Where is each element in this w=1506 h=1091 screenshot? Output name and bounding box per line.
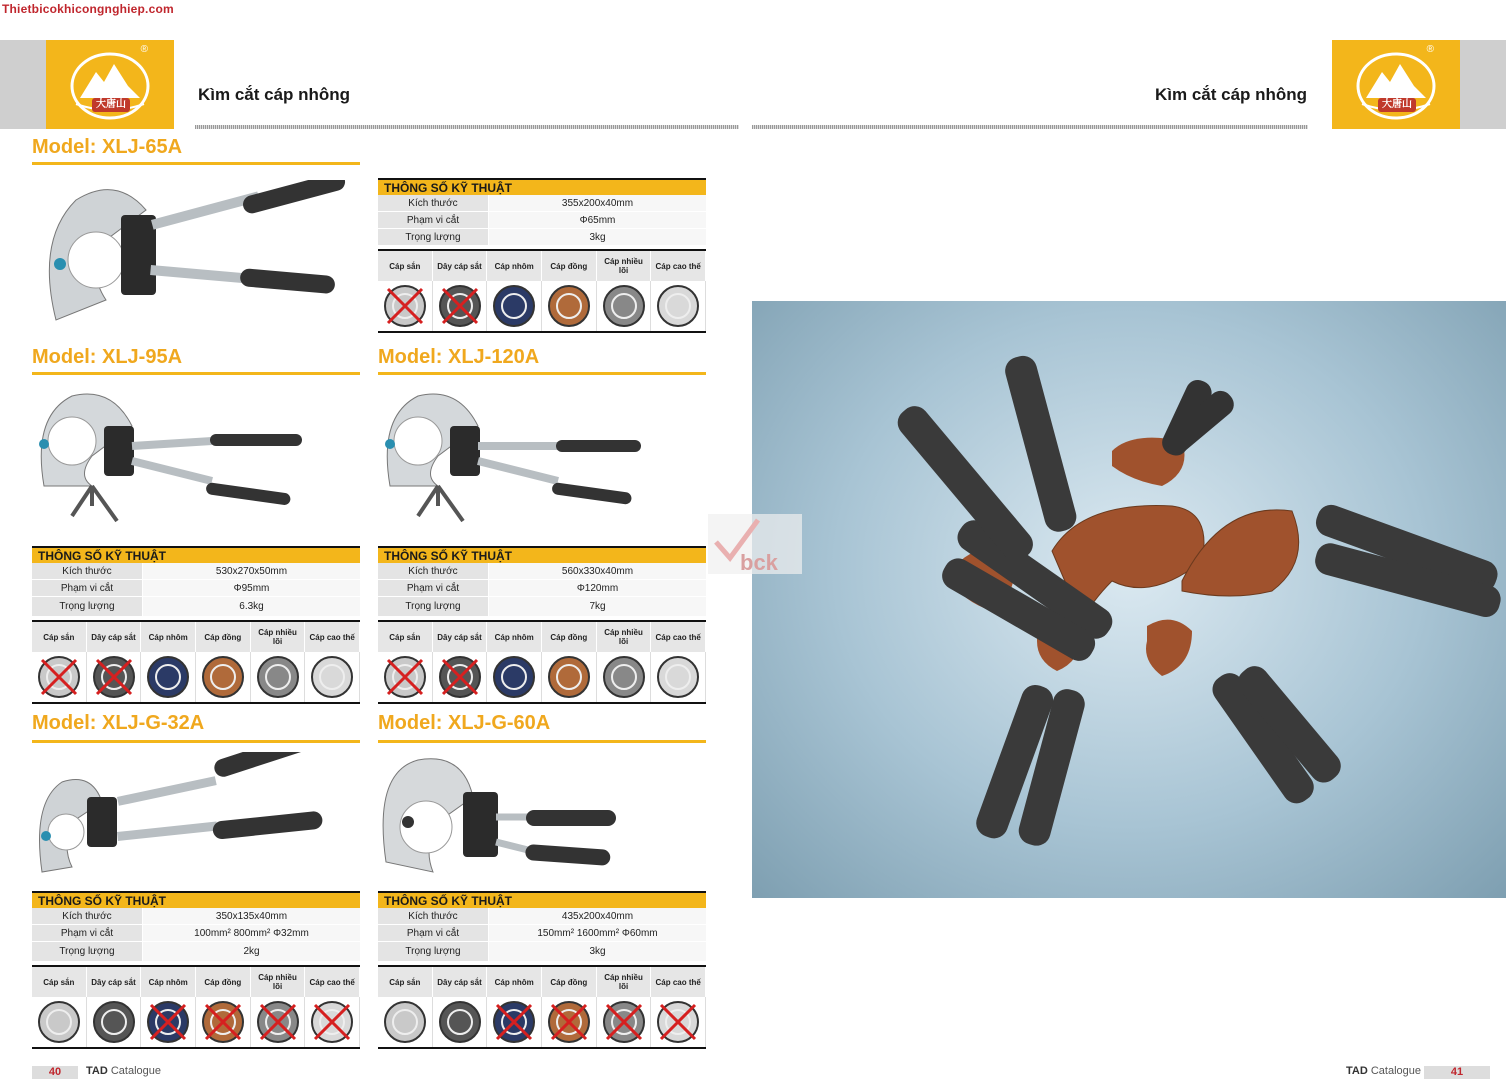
spec-label-weight: Trọng lượng bbox=[378, 229, 488, 245]
cable-type-label: Dây cáp sắt bbox=[433, 967, 488, 997]
cable-cross-section-icon bbox=[601, 999, 647, 1045]
cable-icon-cell bbox=[433, 281, 488, 331]
spec-value-weight: 3kg bbox=[488, 942, 706, 961]
cable-cross-section-icon bbox=[437, 283, 483, 329]
spec-row-range bbox=[378, 580, 706, 597]
cable-icon-cell bbox=[597, 281, 652, 331]
spec-row-size bbox=[32, 563, 360, 580]
spec-label-range: Phạm vi cắt bbox=[32, 580, 142, 596]
model-rule bbox=[32, 162, 360, 165]
header-rule-left bbox=[195, 125, 739, 129]
cable-icon-cell bbox=[196, 652, 251, 702]
cable-icon-cell bbox=[433, 652, 488, 702]
footer-brand-name: TAD bbox=[1346, 1065, 1368, 1077]
cable-cross-section-icon bbox=[145, 654, 191, 700]
cable-cross-section-icon bbox=[546, 654, 592, 700]
registered-mark: ® bbox=[140, 44, 148, 55]
cable-icon-cell bbox=[378, 652, 433, 702]
footer-catalogue: Catalogue bbox=[1370, 1065, 1422, 1077]
cable-type-label: Cáp cao thế bbox=[651, 251, 706, 281]
cable-icon-cell bbox=[542, 652, 597, 702]
cable-cross-section-icon bbox=[309, 999, 355, 1045]
spec-table-xlj-g-32a bbox=[32, 891, 360, 1049]
cable-type-label: Cáp sắn bbox=[378, 967, 433, 997]
cable-cross-section-icon bbox=[546, 999, 592, 1045]
cable-icon-cell bbox=[87, 652, 142, 702]
cable-type-label: Cáp sắn bbox=[32, 967, 87, 997]
cable-cutter-xlj-g-60a-image bbox=[378, 752, 678, 882]
photo-watermark-text: bck bbox=[740, 550, 778, 574]
cable-icon-cell bbox=[487, 281, 542, 331]
model-title-xlj-g-60a: Model: XLJ-G-60A bbox=[378, 712, 551, 734]
page-number-right: 41 bbox=[1424, 1066, 1490, 1079]
cable-type-label: Dây cáp sắt bbox=[87, 967, 142, 997]
cable-type-label: Cáp cao thế bbox=[651, 967, 706, 997]
cable-icon-cell bbox=[196, 997, 251, 1047]
spec-row-range bbox=[32, 580, 360, 597]
cable-type-label: Cáp nhôm bbox=[487, 251, 542, 281]
header-title-left: Kìm cắt cáp nhông bbox=[198, 85, 351, 104]
model-title-xlj-65a: Model: XLJ-65A bbox=[32, 136, 183, 158]
spec-label-weight: Trọng lượng bbox=[378, 942, 488, 961]
cable-icon-cell bbox=[378, 997, 433, 1047]
cable-icon-cell bbox=[487, 652, 542, 702]
cable-icon-cell bbox=[433, 997, 488, 1047]
cable-type-label: Cáp cao thế bbox=[305, 967, 360, 997]
cable-cross-section-icon bbox=[255, 654, 301, 700]
spec-table-xlj-120a bbox=[378, 546, 706, 704]
brand-logo-label: 大唐山 bbox=[1378, 98, 1416, 112]
cable-type-label: Cáp đồng bbox=[196, 622, 251, 652]
cable-icon-cell bbox=[32, 652, 87, 702]
cable-type-icons bbox=[378, 281, 706, 333]
spec-label-weight: Trọng lượng bbox=[32, 597, 142, 616]
spec-label-weight: Trọng lượng bbox=[378, 597, 488, 616]
cable-icon-cell bbox=[251, 652, 306, 702]
cable-type-label: Cáp đồng bbox=[542, 622, 597, 652]
cable-type-label: Cáp đồng bbox=[542, 251, 597, 281]
cable-icon-cell bbox=[87, 997, 142, 1047]
cable-type-header bbox=[32, 965, 360, 997]
spec-row-range bbox=[378, 925, 706, 942]
cable-cross-section-icon bbox=[200, 999, 246, 1045]
spec-value-size: 530x270x50mm bbox=[142, 563, 360, 579]
cable-cross-section-icon bbox=[309, 654, 355, 700]
cable-type-label: Cáp nhiều lõi bbox=[251, 622, 306, 652]
cable-icon-cell bbox=[597, 997, 652, 1047]
cable-cross-section-icon bbox=[491, 999, 537, 1045]
spec-row-size bbox=[378, 563, 706, 580]
spec-label-size: Kích thước bbox=[32, 563, 142, 579]
cable-type-icons bbox=[32, 652, 360, 704]
spec-value-range: Φ120mm bbox=[488, 580, 706, 596]
cable-type-label: Cáp đồng bbox=[542, 967, 597, 997]
model-rule bbox=[378, 372, 706, 375]
cable-cross-section-icon bbox=[491, 654, 537, 700]
cable-type-label: Cáp cao thế bbox=[651, 622, 706, 652]
cable-cross-section-icon bbox=[437, 999, 483, 1045]
cable-type-icons bbox=[378, 652, 706, 704]
header-title-right: Kìm cắt cáp nhông bbox=[1155, 85, 1308, 104]
spec-value-size: 355x200x40mm bbox=[488, 195, 706, 211]
cable-type-label: Cáp nhôm bbox=[487, 967, 542, 997]
spec-row-range bbox=[378, 212, 706, 229]
cable-icon-cell bbox=[487, 997, 542, 1047]
spec-label-size: Kích thước bbox=[378, 195, 488, 211]
photo-watermark bbox=[708, 514, 802, 574]
header-band-right bbox=[1460, 40, 1506, 129]
spec-value-range: Φ95mm bbox=[142, 580, 360, 596]
cable-cross-section-icon bbox=[655, 654, 701, 700]
cable-icon-cell bbox=[651, 997, 706, 1047]
cable-cutter-group-photo bbox=[752, 301, 1506, 898]
spec-table-xlj-65a bbox=[378, 178, 706, 333]
model-rule bbox=[378, 740, 706, 743]
header-rule-right bbox=[752, 125, 1308, 129]
spec-value-weight: 2kg bbox=[142, 942, 360, 961]
brand-logo-left bbox=[46, 40, 174, 129]
cable-icon-cell bbox=[141, 652, 196, 702]
spec-label-weight: Trọng lượng bbox=[32, 942, 142, 961]
cable-type-label: Cáp nhôm bbox=[141, 622, 196, 652]
spec-value-size: 560x330x40mm bbox=[488, 563, 706, 579]
spec-table-xlj-95a bbox=[32, 546, 360, 704]
cable-cross-section-icon bbox=[255, 999, 301, 1045]
spec-row-size bbox=[378, 908, 706, 925]
spec-row-size bbox=[32, 908, 360, 925]
cable-type-label: Cáp nhiều lõi bbox=[597, 967, 652, 997]
cable-type-label: Cáp cao thế bbox=[305, 622, 360, 652]
cable-cross-section-icon bbox=[382, 654, 428, 700]
cable-cutter-xlj-g-32a-image bbox=[32, 752, 332, 882]
cable-icon-cell bbox=[32, 997, 87, 1047]
model-title-xlj-120a: Model: XLJ-120A bbox=[378, 346, 540, 368]
spec-heading: THÔNG SỐ KỸ THUẬT bbox=[378, 891, 706, 908]
site-watermark: Thietbicokhicongnghiep.com bbox=[2, 2, 174, 16]
check-mark-icon bbox=[708, 514, 802, 574]
spec-value-weight: 3kg bbox=[488, 229, 706, 245]
cable-cutter-xlj-120a-image bbox=[378, 386, 678, 531]
spec-value-range: Φ65mm bbox=[488, 212, 706, 228]
spec-row-weight bbox=[378, 229, 706, 246]
spec-label-size: Kích thước bbox=[378, 563, 488, 579]
spec-label-size: Kích thước bbox=[32, 908, 142, 924]
cable-cross-section-icon bbox=[382, 283, 428, 329]
cable-type-header bbox=[378, 249, 706, 281]
spec-row-range bbox=[32, 925, 360, 942]
model-title-xlj-95a: Model: XLJ-95A bbox=[32, 346, 183, 368]
cable-type-label: Cáp sắn bbox=[378, 622, 433, 652]
cable-type-label: Cáp nhôm bbox=[141, 967, 196, 997]
cable-icon-cell bbox=[597, 652, 652, 702]
spec-heading: THÔNG SỐ KỸ THUẬT bbox=[378, 178, 706, 195]
spec-label-size: Kích thước bbox=[378, 908, 488, 924]
cable-cross-section-icon bbox=[546, 283, 592, 329]
cable-cross-section-icon bbox=[36, 999, 82, 1045]
spec-table-xlj-g-60a bbox=[378, 891, 706, 1049]
cable-type-header bbox=[378, 620, 706, 652]
cable-icon-cell bbox=[305, 652, 360, 702]
footer-brand-name: TAD bbox=[86, 1065, 108, 1077]
cable-icon-cell bbox=[542, 281, 597, 331]
spec-heading: THÔNG SỐ KỸ THUẬT bbox=[32, 891, 360, 908]
model-rule bbox=[32, 372, 360, 375]
spec-value-size: 350x135x40mm bbox=[142, 908, 360, 924]
spec-value-weight: 6.3kg bbox=[142, 597, 360, 616]
spec-heading: THÔNG SỐ KỸ THUẬT bbox=[32, 546, 360, 563]
model-rule bbox=[32, 740, 360, 743]
spec-row-weight bbox=[32, 597, 360, 617]
cable-type-label: Cáp sắn bbox=[32, 622, 87, 652]
cable-cross-section-icon bbox=[601, 283, 647, 329]
cable-cross-section-icon bbox=[655, 999, 701, 1045]
cable-cross-section-icon bbox=[91, 999, 137, 1045]
cable-icon-cell bbox=[651, 281, 706, 331]
cable-cross-section-icon bbox=[491, 283, 537, 329]
cable-type-label: Cáp nhiều lõi bbox=[251, 967, 306, 997]
cable-type-label: Dây cáp sắt bbox=[87, 622, 142, 652]
cable-icon-cell bbox=[651, 652, 706, 702]
registered-mark: ® bbox=[1426, 44, 1434, 55]
footer-brand-right bbox=[1346, 1065, 1421, 1077]
cable-cutter-xlj-95a-image bbox=[32, 386, 332, 531]
spec-label-range: Phạm vi cắt bbox=[378, 580, 488, 596]
cable-type-label: Cáp nhiều lõi bbox=[597, 622, 652, 652]
cable-icon-cell bbox=[305, 997, 360, 1047]
cable-cross-section-icon bbox=[655, 283, 701, 329]
cable-type-icons bbox=[378, 997, 706, 1049]
brand-logo-right bbox=[1332, 40, 1460, 129]
cable-cutter-xlj-65a-image bbox=[36, 180, 356, 330]
spec-row-weight bbox=[378, 597, 706, 617]
cable-type-label: Cáp sắn bbox=[378, 251, 433, 281]
cable-type-label: Cáp nhiều lõi bbox=[597, 251, 652, 281]
cable-type-header bbox=[378, 965, 706, 997]
spec-label-range: Phạm vi cắt bbox=[32, 925, 142, 941]
cable-cross-section-icon bbox=[200, 654, 246, 700]
spec-row-weight bbox=[378, 942, 706, 962]
spec-value-range: 150mm² 1600mm² Φ60mm bbox=[488, 925, 706, 941]
cable-icon-cell bbox=[542, 997, 597, 1047]
spec-value-size: 435x200x40mm bbox=[488, 908, 706, 924]
cable-cross-section-icon bbox=[91, 654, 137, 700]
model-title-xlj-g-32a: Model: XLJ-G-32A bbox=[32, 712, 205, 734]
brand-logo-label: 大唐山 bbox=[92, 98, 130, 112]
spec-value-weight: 7kg bbox=[488, 597, 706, 616]
cable-type-icons bbox=[32, 997, 360, 1049]
header-band-left bbox=[0, 40, 46, 129]
cable-type-label: Dây cáp sắt bbox=[433, 622, 488, 652]
cable-type-label: Cáp đồng bbox=[196, 967, 251, 997]
cable-cross-section-icon bbox=[36, 654, 82, 700]
cable-type-label: Dây cáp sắt bbox=[433, 251, 488, 281]
cable-icon-cell bbox=[141, 997, 196, 1047]
spec-label-range: Phạm vi cắt bbox=[378, 212, 488, 228]
spec-label-range: Phạm vi cắt bbox=[378, 925, 488, 941]
cable-cross-section-icon bbox=[601, 654, 647, 700]
footer-brand-left bbox=[86, 1065, 161, 1077]
product-photo bbox=[752, 301, 1506, 898]
cable-type-label: Cáp nhôm bbox=[487, 622, 542, 652]
spec-value-range: 100mm² 800mm² Φ32mm bbox=[142, 925, 360, 941]
cable-type-header bbox=[32, 620, 360, 652]
cable-cross-section-icon bbox=[382, 999, 428, 1045]
spec-row-size bbox=[378, 195, 706, 212]
spec-row-weight bbox=[32, 942, 360, 962]
cable-cross-section-icon bbox=[145, 999, 191, 1045]
cable-icon-cell bbox=[251, 997, 306, 1047]
cable-icon-cell bbox=[378, 281, 433, 331]
page-number-left: 40 bbox=[32, 1066, 78, 1079]
cable-cross-section-icon bbox=[437, 654, 483, 700]
spec-heading: THÔNG SỐ KỸ THUẬT bbox=[378, 546, 706, 563]
footer-catalogue: Catalogue bbox=[110, 1065, 162, 1077]
